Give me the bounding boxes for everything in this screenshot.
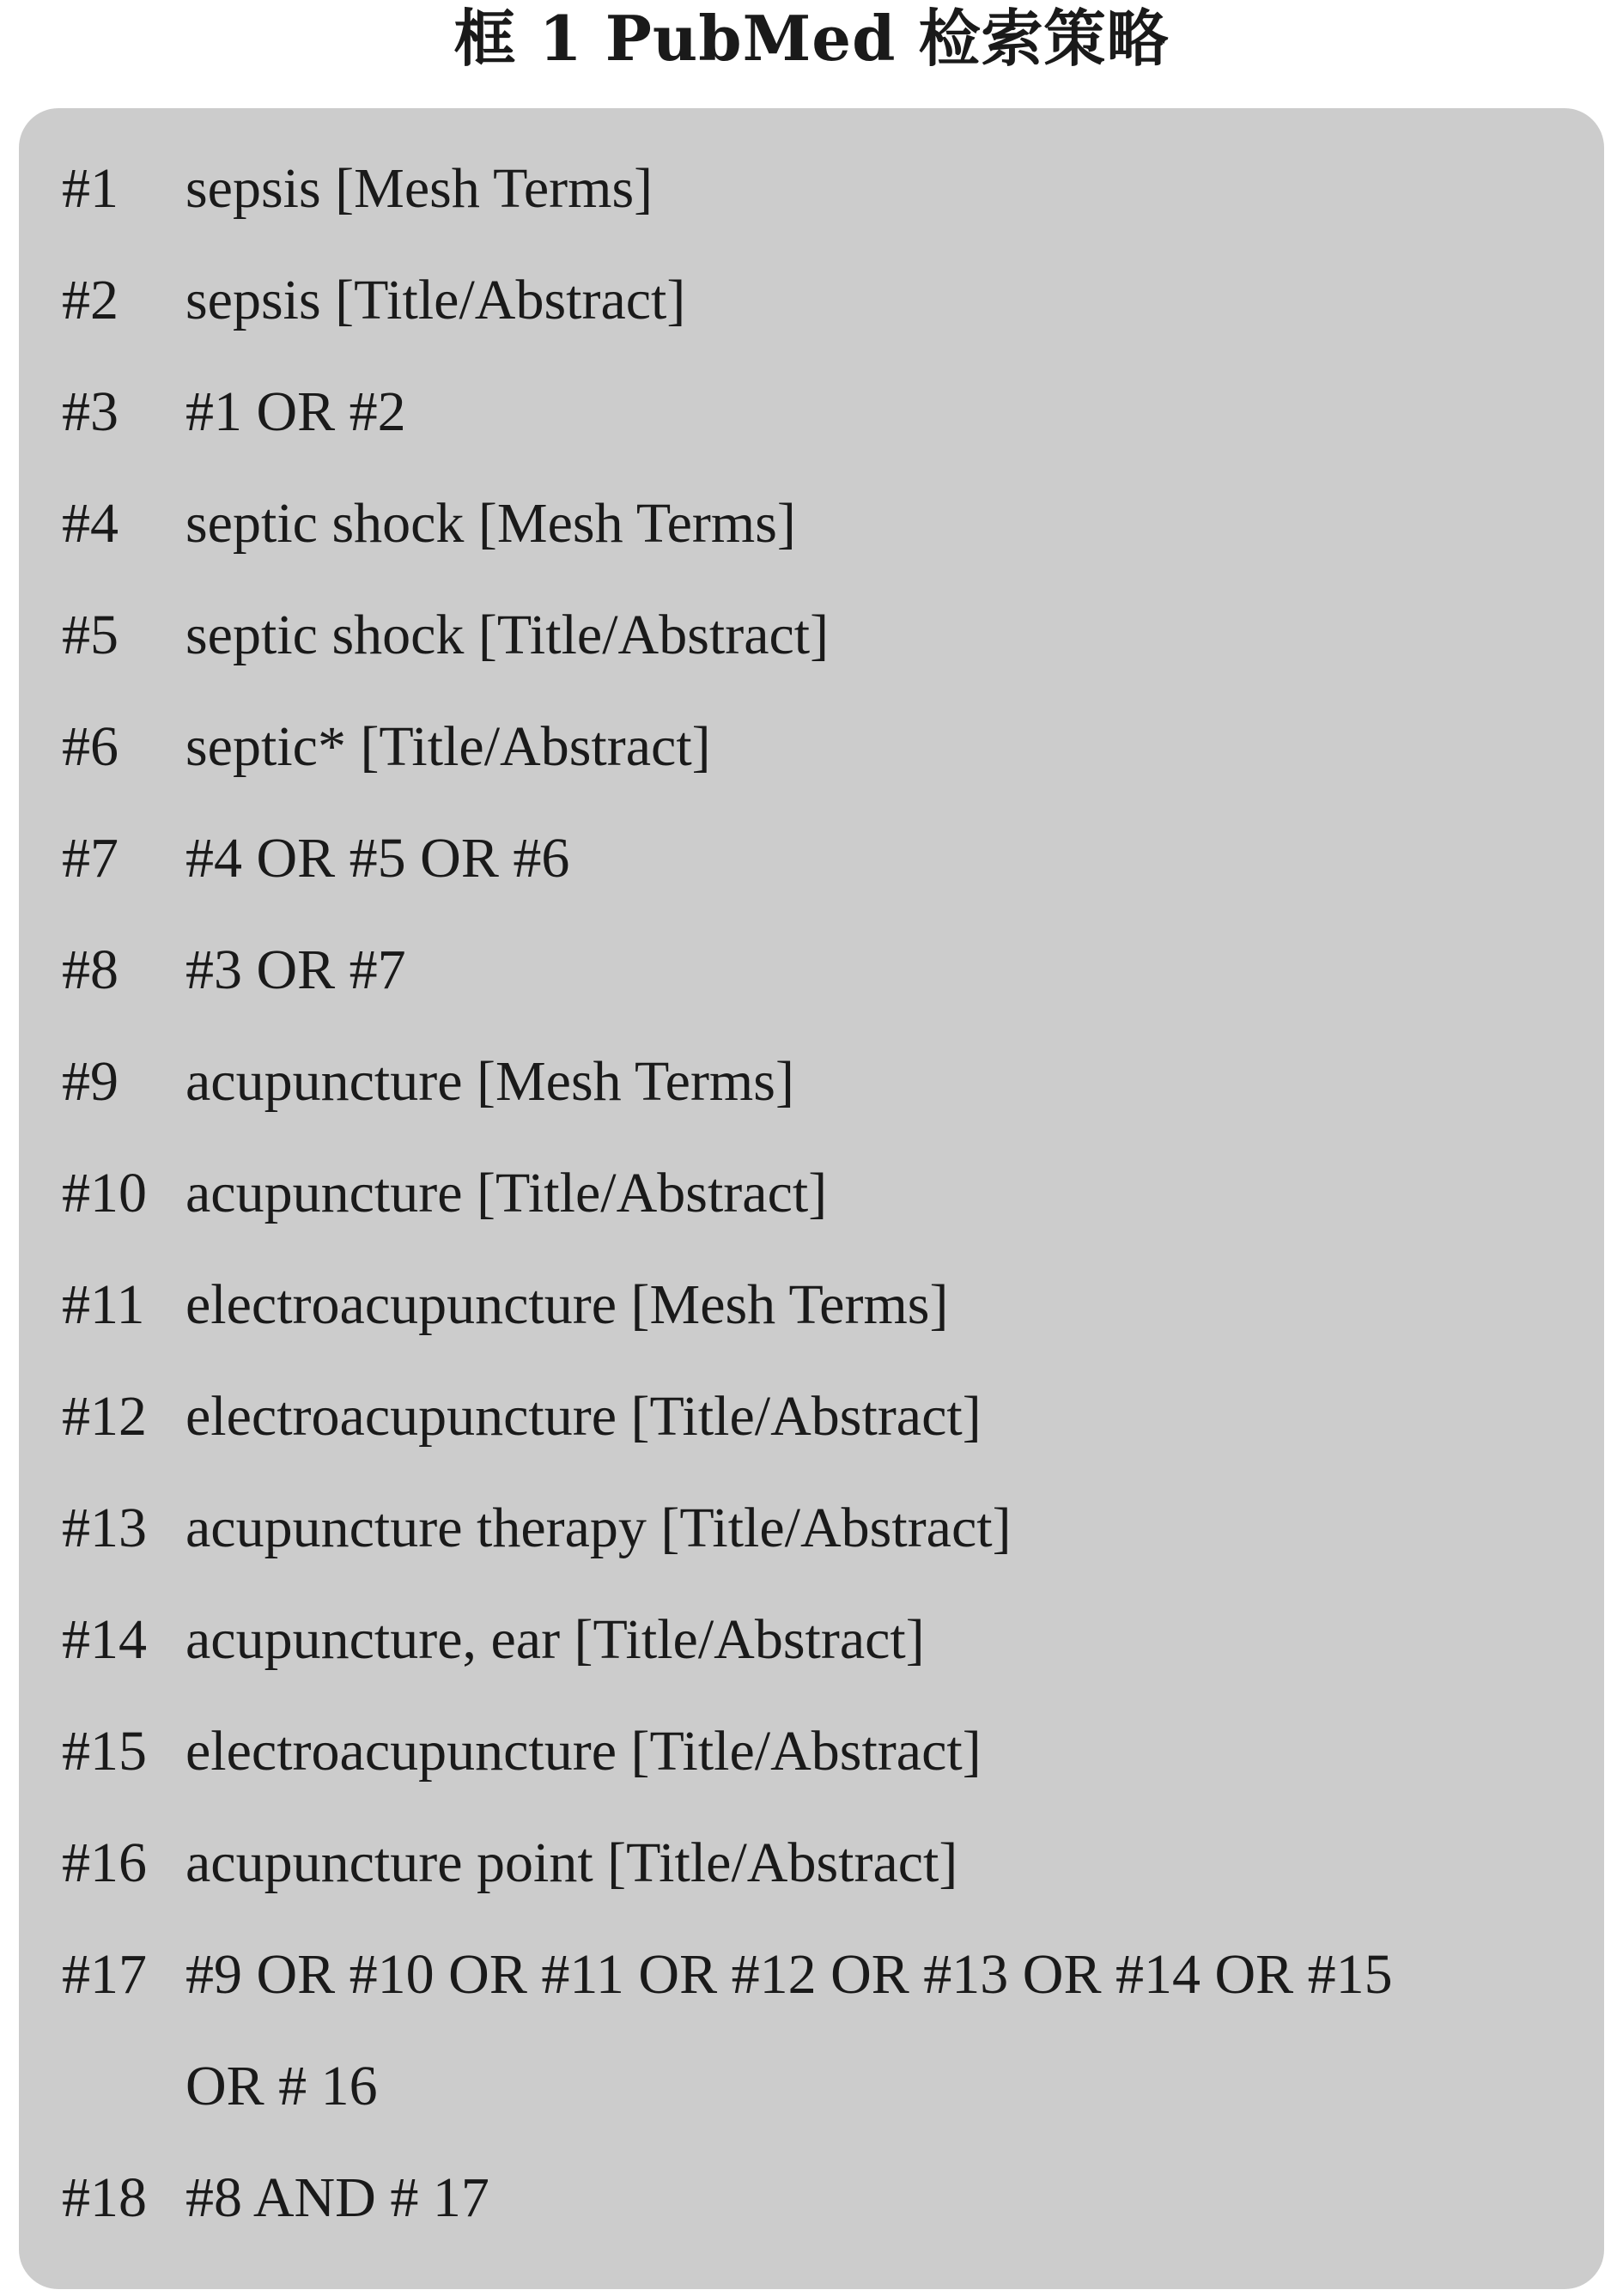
step-query: electroacupuncture [Title/Abstract] — [185, 1720, 982, 1783]
step-query: septic* [Title/Abstract] — [185, 715, 711, 778]
step-query: #9 OR #10 OR #11 OR #12 OR #13 OR #14 OR #15 — [185, 1943, 1393, 2006]
step-query: acupuncture therapy [Title/Abstract] — [185, 1497, 1012, 1559]
step-query: sepsis [Title/Abstract] — [185, 269, 686, 331]
step-number: #1 — [62, 157, 119, 220]
step-query: acupuncture [Title/Abstract] — [185, 1162, 828, 1224]
step-query-continuation: OR # 16 — [185, 2055, 378, 2117]
step-number: #11 — [62, 1273, 145, 1336]
step-number: #18 — [62, 2166, 147, 2229]
step-query: #4 OR #5 OR #6 — [185, 827, 570, 890]
step-number: #5 — [62, 604, 119, 666]
step-number: #14 — [62, 1608, 147, 1671]
step-query: #1 OR #2 — [185, 380, 406, 443]
step-query: acupuncture point [Title/Abstract] — [185, 1831, 958, 1894]
step-query: acupuncture, ear [Title/Abstract] — [185, 1608, 925, 1671]
step-number: #2 — [62, 269, 119, 331]
step-number: #6 — [62, 715, 119, 778]
step-number: #3 — [62, 380, 119, 443]
step-query: sepsis [Mesh Terms] — [185, 157, 653, 220]
box-title: 框 1 PubMed 检索策略 — [453, 2, 1170, 75]
step-number: #16 — [62, 1831, 147, 1894]
step-query: acupuncture [Mesh Terms] — [185, 1050, 794, 1113]
step-query: septic shock [Title/Abstract] — [185, 604, 830, 666]
step-query: septic shock [Mesh Terms] — [185, 492, 796, 555]
step-query: #3 OR #7 — [185, 938, 406, 1001]
step-query: electroacupuncture [Mesh Terms] — [185, 1273, 949, 1336]
step-query: #8 AND # 17 — [185, 2166, 489, 2229]
step-number: #9 — [62, 1050, 119, 1113]
step-number: #15 — [62, 1720, 147, 1783]
step-number: #13 — [62, 1497, 147, 1559]
step-number: #4 — [62, 492, 119, 555]
step-number: #17 — [62, 1943, 147, 2006]
step-number: #8 — [62, 938, 119, 1001]
step-number: #12 — [62, 1385, 147, 1448]
step-number: #7 — [62, 827, 119, 890]
step-number: #10 — [62, 1162, 147, 1224]
step-query: electroacupuncture [Title/Abstract] — [185, 1385, 982, 1448]
